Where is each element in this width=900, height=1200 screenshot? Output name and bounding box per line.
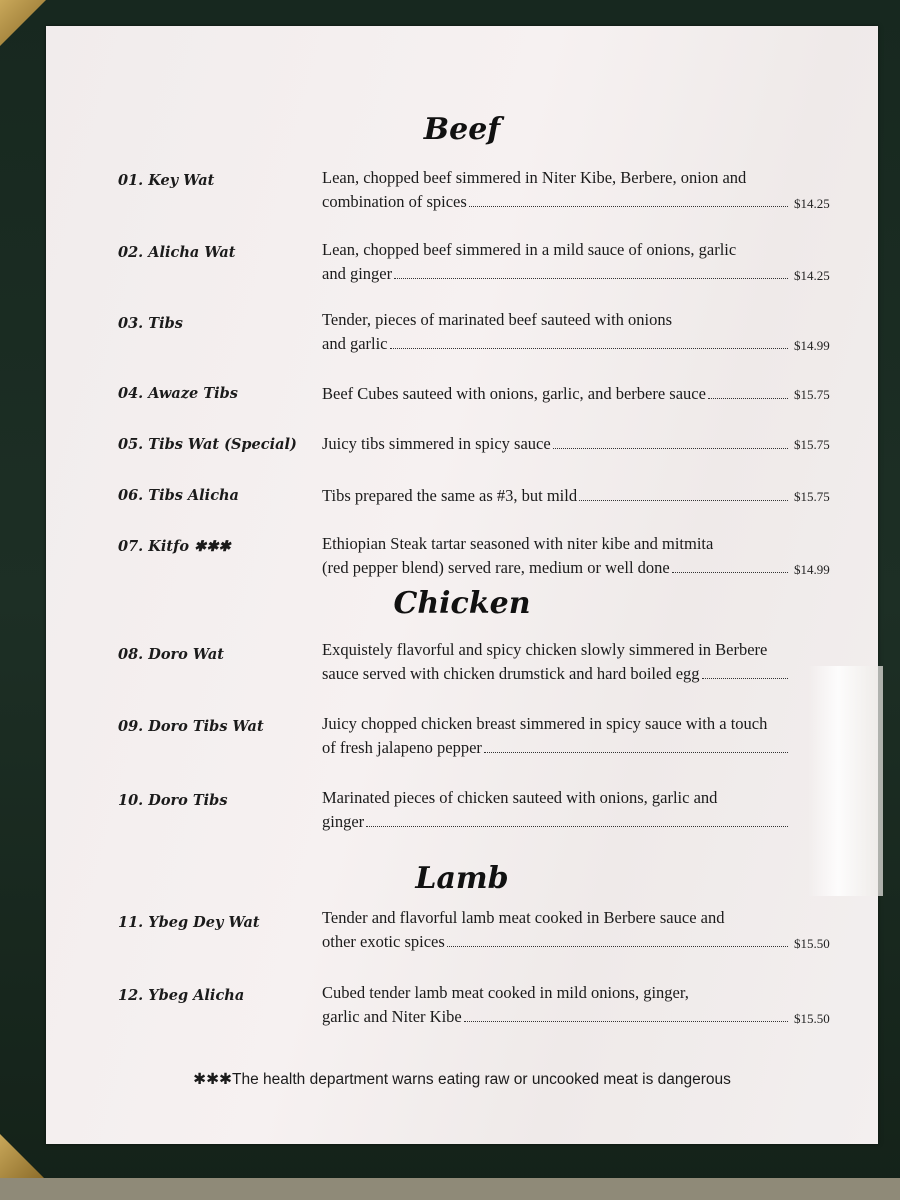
menu-item-name: 09. Doro Tibs Wat [118,718,264,735]
description-line-1: Marinated pieces of chicken sauteed with onions, garlic and [322,788,718,807]
menu-item-price: $14.99 [794,338,830,353]
description-line-1: Cubed tender lamb meat cooked in mild onions, ginger, [322,983,689,1002]
dot-leader [708,398,788,399]
menu-item-price: $15.50 [794,1011,830,1026]
menu-item-name: 12. Ybeg Alicha [118,987,245,1004]
description-line-2 [322,736,792,760]
description-line-2-text: and garlic [322,334,388,353]
menu-item-name: 06. Tibs Alicha [118,487,239,504]
description-line-2 [322,190,792,214]
menu-item-price: $14.25 [794,196,830,211]
description-line-2-text: combination of spices [322,192,467,211]
table-surface [0,1178,900,1200]
description-line-2 [322,930,792,954]
description-line-2 [322,332,792,356]
menu-item-name: 01. Key Wat [118,172,215,189]
description-line-1: Tender and flavorful lamb meat cooked in Berbere sauce and [322,908,725,927]
description-line-1: Lean, chopped beef simmered in Niter Kibe, Berbere, onion and [322,168,747,187]
description-line-2-text: garlic and Niter Kibe [322,1007,462,1026]
menu-item-description [322,786,792,834]
description-line-2-text: other exotic spices [322,932,445,951]
description-line-2-text: Beef Cubes sauteed with onions, garlic, and berbere sauce [322,384,706,403]
dot-leader [484,752,788,753]
description-line-1: Exquistely flavorful and spicy chicken slowly simmered in Berbere [322,640,768,659]
menu-item-name: 11. Ybeg Dey Wat [118,914,260,931]
menu-item-description [322,238,792,286]
menu-item-name: 03. Tibs [118,315,183,332]
raw-meat-warning: ✱✱✱The health department warns eating raw or uncooked meat is dangerous [193,1071,731,1088]
menu-item-name: 07. Kitfo ✱✱✱ [118,538,231,555]
menu-item-price: $14.99 [794,562,830,577]
description-line-2-text: Tibs prepared the same as #3, but mild [322,486,578,505]
dot-leader [672,572,788,573]
menu-item-name: 05. Tibs Wat (Special) [118,436,297,453]
description-line-2-text: Juicy tibs simmered in spicy sauce [322,434,551,453]
description-line-2 [322,810,792,834]
menu-item-description [322,484,792,508]
dot-leader [469,206,788,207]
binder-corner-bottom-left [0,1134,46,1180]
section-title-chicken: Chicken [393,586,531,621]
menu-item-price: $15.75 [794,387,830,402]
description-line-1: Lean, chopped beef simmered in a mild sauce of onions, garlic [322,240,737,259]
dot-leader [394,278,788,279]
binder-corner-top-left [0,0,46,46]
menu-item-description [322,981,792,1029]
description-line-2-text: of fresh jalapeno pepper [322,738,482,757]
section-title-beef: Beef [423,112,501,147]
description-line-2 [322,662,792,686]
dot-leader [553,448,788,449]
description-line-2-text: (red pepper blend) served rare, medium or well done [322,558,670,577]
menu-page [46,26,878,1144]
dot-leader [464,1021,788,1022]
menu-item-price: $14.25 [794,268,830,283]
menu-item-name: 02. Alicha Wat [118,244,236,261]
menu-item-description [322,638,792,686]
description-line-2-text: and ginger [322,264,393,283]
description-line-2 [322,432,792,456]
dot-leader [579,500,788,501]
menu-item-name: 04. Awaze Tibs [118,385,238,402]
menu-item-description [322,382,792,406]
dot-leader [390,348,788,349]
menu-item-name: 08. Doro Wat [118,646,224,663]
menu-item-price: $15.50 [794,936,830,951]
menu-item-description [322,308,792,356]
description-line-2 [322,556,792,580]
menu-item-description [322,906,792,954]
description-line-1: Ethiopian Steak tartar seasoned with niter kibe and mitmita [322,534,714,553]
description-line-2 [322,484,792,508]
menu-item-description [322,532,792,580]
menu-item-price: $15.75 [794,489,830,504]
dot-leader [366,826,788,827]
description-line-2-text: sauce served with chicken drumstick and hard boiled egg [322,664,700,683]
dot-leader [702,678,788,679]
menu-item-description [322,712,792,760]
description-line-2 [322,382,792,406]
description-line-1: Juicy chopped chicken breast simmered in spicy sauce with a touch [322,714,768,733]
description-line-2 [322,1005,792,1029]
dot-leader [447,946,788,947]
menu-item-name: 10. Doro Tibs [118,792,228,809]
menu-item-description [322,166,792,214]
section-title-lamb: Lamb [415,861,509,896]
menu-item-description [322,432,792,456]
description-line-1: Tender, pieces of marinated beef sauteed with onions [322,310,673,329]
menu-item-price: $15.75 [794,437,830,452]
description-line-2-text: ginger [322,812,365,831]
description-line-2 [322,262,792,286]
